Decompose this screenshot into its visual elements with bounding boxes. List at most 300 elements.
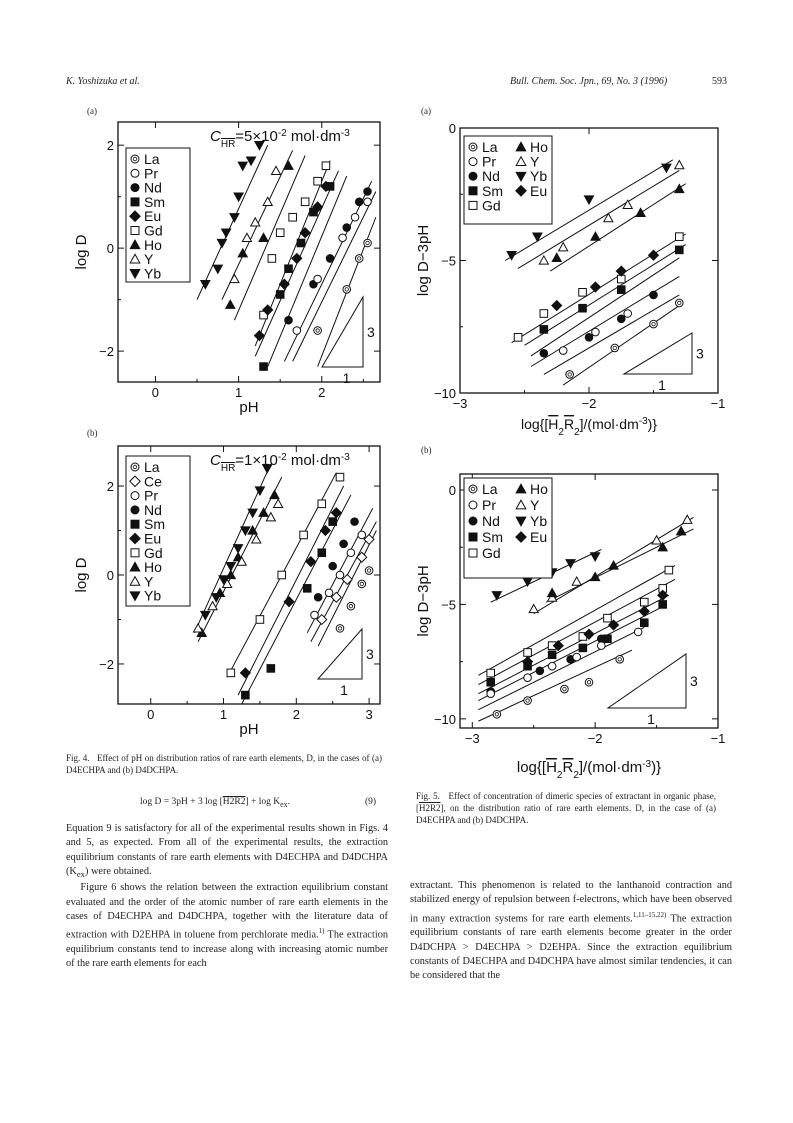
fig5b-point-y: [529, 604, 538, 612]
fig4b-point-sm: [329, 518, 337, 526]
fig4a-point-yb: [234, 193, 243, 201]
fig4a-legend-label: Pr: [144, 165, 158, 182]
fig4a-xtick-label: 1: [234, 385, 243, 400]
fig5a-legend-label: Nd: [482, 168, 500, 185]
fig4b-legend-marker: [131, 549, 139, 557]
right-paragraph-1-ref: 1,11–15,22): [632, 910, 667, 919]
fig4a-panel-label: (a): [87, 106, 97, 116]
fig5-caption-dimer-symbol: H2R2: [419, 803, 441, 813]
fig5b-point-gd: [487, 669, 495, 677]
fig4b-point-la-ring: [358, 580, 366, 588]
fig4b-plot: [40, 436, 385, 736]
fig5a-point-eu: [591, 282, 601, 292]
fig5b-plot: [412, 462, 742, 782]
fig4b-ytick-label: 0: [106, 568, 114, 583]
equation-end: .: [287, 797, 290, 807]
fig4b-point-eu: [284, 597, 294, 607]
fig5a-point-y: [623, 200, 632, 208]
fig4a-run-label: 1: [342, 370, 351, 386]
fig4b-legend-label: Pr: [144, 487, 158, 504]
fig5b-point-pr: [573, 653, 581, 661]
equation-9: [140, 797, 290, 809]
fig5a-xlabel-part: )}: [647, 416, 657, 432]
fig5b-point-pr: [487, 690, 495, 698]
fig4a-point-nd: [343, 224, 351, 232]
fig5b-legend-label: Pr: [482, 497, 496, 513]
fig5b-fit-line: [478, 579, 675, 684]
fig4b-slope-triangle: [318, 629, 362, 679]
fig5b-point-nd: [536, 667, 544, 675]
fig5b-panel-label: (b): [421, 445, 432, 455]
fig5a-xtick-label: −1: [710, 396, 726, 411]
fig4b-legend-label: Yb: [144, 587, 162, 604]
fig4b-point-eu: [320, 526, 330, 536]
fig4b-legend-marker: [131, 506, 139, 514]
fig4a-point-gd: [289, 213, 297, 221]
fig5a-ytick-label: −5: [441, 253, 456, 269]
equation-number: (9): [365, 797, 377, 807]
fig4b-point-y: [252, 535, 261, 543]
fig4a-legend-label: Eu: [144, 208, 162, 225]
fig4b-conc-part: mol·dm: [286, 452, 341, 469]
fig5a-xlabel-part: 2: [574, 426, 580, 438]
fig4b-point-sm: [303, 585, 311, 593]
left-paragraph-1-text: Equation 9 is satisfactory for all of the experimental results shown in Figs. 4 and 5, as expected. From all of the experimental results, the extraction equilibrium constants of rare earth elements with D4ECHPA and D4DCHPA (K: [66, 823, 388, 877]
fig5a-xlabel-part: -3: [638, 415, 648, 427]
fig4a-legend-marker: [131, 198, 139, 206]
fig4b-legend-marker: [131, 463, 139, 471]
fig4a-series-gd: [260, 162, 330, 319]
fig4a-legend-marker-ring: [131, 155, 139, 163]
fig5b-point-pr: [634, 628, 642, 636]
fig5a-point-y: [604, 214, 613, 222]
fig4b-conc-part: -2: [277, 451, 287, 463]
equation-dimer-symbol: H2R2: [222, 797, 246, 807]
fig4a-point-la-ring: [314, 327, 322, 335]
fig4-caption: [66, 752, 382, 776]
fig4a-point-y: [230, 274, 239, 282]
fig4b-point-la-ring: [365, 567, 373, 575]
fig5b-point-sm: [640, 619, 648, 627]
fig4a-legend-label: Sm: [144, 193, 165, 210]
fig5a-point-eu: [552, 301, 562, 311]
fig4b-point-yb: [248, 509, 257, 517]
fig4a-point-y: [271, 166, 280, 174]
fig5b-xlabel: [517, 759, 661, 781]
fig5a-point-ho: [636, 208, 645, 216]
fig5b-xtick-label: −1: [710, 731, 726, 746]
fig4b-point-y: [193, 624, 202, 632]
fig5a-series-ho: [552, 184, 684, 261]
fig5a-legend-marker: [469, 158, 477, 166]
fig5b-legend-marker: [469, 485, 477, 493]
fig4b-xtick-label: 1: [219, 707, 228, 722]
fig5b-point-la-ring: [524, 697, 532, 705]
fig5a-run-label: 1: [658, 377, 666, 393]
fig5a-slope-triangle: [624, 333, 692, 374]
fig5-caption-text-before: Effect of concentration of dimeric species of extractant in organic phase, [: [416, 791, 717, 813]
fig4b-point-eu: [240, 668, 250, 678]
fig4a-point-pr: [351, 213, 359, 221]
fig4a-point-gd: [314, 177, 322, 185]
fig4a-legend-label: Ho: [144, 236, 162, 253]
fig5a-point-gd: [579, 289, 587, 297]
fig4a-point-yb: [230, 214, 239, 222]
fig4b-legend-label: Ce: [144, 473, 162, 490]
fig4a-legend-marker: [131, 184, 139, 192]
fig4a-legend-marker: [131, 169, 139, 177]
fig5a-legend-label: Yb: [530, 168, 548, 185]
fig4a-point-yb: [238, 162, 247, 170]
fig5a-legend-label: Pr: [482, 153, 496, 170]
fig5b-legend-label: Gd: [482, 545, 501, 561]
fig5b-point-yb: [566, 560, 575, 568]
fig4b-ytick-label: −2: [99, 656, 114, 672]
fig5b-legend-marker-ring: [469, 485, 477, 493]
fig5b-point-la: [616, 656, 624, 664]
fig4b-point-gd: [300, 531, 308, 539]
fig4a-point-pr: [339, 234, 347, 242]
fig5b-point-yb: [591, 553, 600, 561]
fig5a-legend-label: Ho: [530, 139, 548, 155]
fig4a-conc-part: HR: [220, 138, 236, 150]
right-column: [410, 879, 732, 984]
fig5b-point-sm: [524, 662, 532, 670]
fig4a-point-pr: [293, 327, 301, 335]
fig4a-series-pr: [293, 198, 371, 334]
fig5b-point-sm: [579, 644, 587, 652]
fig4b-legend: [126, 456, 190, 606]
fig4a-legend-label: La: [144, 151, 160, 167]
fig4b-legend-label: Sm: [144, 516, 165, 533]
fig5b-point-ho: [677, 527, 686, 535]
fig5b-legend-marker: [469, 501, 477, 509]
fig4b-point-gd: [318, 500, 326, 508]
fig5b-legend-marker: [469, 549, 477, 557]
fig5b-ytick-label: −10: [433, 711, 456, 727]
fig4a-ytick-label: 2: [106, 138, 114, 154]
fig5a-legend-marker: [469, 201, 477, 209]
fig5a-point-y: [675, 161, 684, 169]
fig5b-xlabel-part: R: [562, 759, 574, 776]
fig5a-point-la: [566, 371, 574, 379]
fig4b-point-gd: [278, 571, 286, 579]
fig5-caption-text-after: ], on the distribution ratio of rare earth elements. D, in the case of (a) D4ECHPA and (b) D4DCHPA.: [416, 803, 716, 825]
fig4b-xlabel: pH: [239, 721, 259, 738]
fig5a-ylabel: log D−3pH: [415, 224, 432, 297]
fig4b-point-la-ring: [336, 625, 344, 633]
fig5b-point-ho: [609, 561, 618, 569]
fig5a-legend-label: Eu: [530, 182, 548, 199]
right-paragraph-1-end: The extraction equilibrium constants of rare earth elements become greater in the order D4DCHPA > D4ECHPA > D2EHPA. Since the extraction equilibrium constants of D4ECHPA and D4DCHPA have almost similar tendencies, it can be considered that the: [410, 913, 732, 982]
left-paragraph-2-text: Figure 6 shows the relation between the extraction equilibrium constant evaluated and the order of the atomic number of rare earth elements in the cases of D4ECHPA and D4DCHPA, together with the literature data of extraction with D2EHPA in toluene from perchlorate media.: [66, 882, 388, 941]
fig5a-point-sm: [676, 246, 684, 254]
fig4a-series-yb: [201, 142, 264, 289]
fig4b-point-ho: [270, 490, 279, 498]
fig5b-legend-label: Yb: [530, 513, 548, 529]
fig4a-conc-part: mol·dm: [286, 128, 341, 145]
fig5a-xlabel-part: 2: [558, 426, 564, 438]
fig5a-point-sm: [540, 326, 548, 334]
fig5a-xtick-label: −2: [581, 396, 597, 411]
fig4a-point-la: [355, 255, 363, 263]
fig4a-point-ho: [226, 300, 235, 308]
fig5a-point-yb: [662, 164, 671, 172]
fig5a-ytick-label: 0: [448, 121, 456, 136]
fig5a-point-pr: [624, 310, 632, 318]
fig4a-point-sm: [260, 363, 268, 371]
fig5b-xlabel-part: H: [546, 759, 557, 776]
fig4a-series-y: [230, 166, 281, 282]
equation-lhs: log D = 3pH + 3 log [: [140, 797, 223, 807]
right-paragraph-1-text: extractant. This phenomenon is related to the lanthanoid contraction and stabilized energy of repulsion between f-electrons, which have been observed in many extraction systems for rare earth elements.: [410, 880, 732, 925]
fig4a-point-la-ring: [343, 286, 351, 294]
fig5b-legend-marker: [469, 517, 477, 525]
equation-rhs: ] + log K: [245, 797, 281, 807]
fig5a-point-la-ring: [650, 320, 658, 328]
fig5b-point-sm: [659, 601, 667, 609]
fig5b-fit-line: [478, 650, 632, 721]
fig4a-point-nd: [285, 316, 293, 324]
fig4a-ylabel: log D: [73, 234, 90, 270]
fig5a-point-la: [611, 344, 619, 352]
fig4b-point-la-ring: [347, 602, 355, 610]
fig4b-point-sm: [318, 549, 326, 557]
fig4a-point-la-ring: [355, 255, 363, 263]
fig5b-point-ho: [548, 588, 557, 596]
fig5a-point-sm: [617, 286, 625, 294]
fig5b-fit-line: [478, 607, 662, 701]
fig4b-point-ho: [259, 508, 268, 516]
fig5b-xlabel-part: log{[: [516, 759, 547, 776]
equation-sub: ex: [280, 799, 288, 809]
fig4b-xtick-label: 0: [147, 707, 155, 722]
left-column: [66, 822, 388, 971]
fig5a-legend-marker: [469, 187, 477, 195]
fig4b-point-sm: [242, 691, 250, 699]
fig4b-point-nd: [329, 562, 337, 570]
fig4b-point-y: [208, 602, 217, 610]
fig5a-point-pr: [592, 328, 600, 336]
fig4a-plot: [40, 112, 385, 422]
fig5b-legend-label: Y: [530, 497, 540, 513]
fig5a-point-la: [650, 320, 658, 328]
fig5a-fit-line: [525, 245, 686, 346]
fig5a-point-y: [539, 256, 548, 264]
fig4a-point-eu: [279, 279, 289, 289]
fig4a-point-sm: [285, 265, 293, 273]
fig5b-point-la-ring: [561, 685, 569, 693]
fig4b-xtick-label: 3: [365, 707, 373, 722]
fig4a-conc-part: -2: [277, 127, 287, 139]
fig5b-series-la: [493, 656, 623, 719]
fig4b-panel-label: (b): [87, 428, 98, 438]
fig5a-legend-marker: [469, 172, 477, 180]
fig4b-legend-label: Eu: [144, 530, 162, 547]
fig4a-point-la-ring: [364, 239, 372, 247]
fig5b-point-la-ring: [585, 678, 593, 686]
fig5a-point-ho: [552, 253, 561, 261]
left-paragraph-1: [66, 822, 388, 881]
fig5b-point-yb: [523, 578, 532, 586]
fig4a-legend-label: Nd: [144, 179, 162, 196]
fig4a-point-y: [263, 197, 272, 205]
fig5a-plot: [412, 118, 742, 440]
fig4b-point-la: [365, 567, 373, 575]
fig5b-ylabel: log D−3pH: [415, 565, 432, 637]
fig4a-point-nd: [355, 198, 363, 206]
fig5b-chart: [412, 462, 742, 782]
fig4a-point-yb: [222, 229, 231, 237]
fig4a-conc-part: -3: [340, 127, 350, 139]
fig5b-point-la: [585, 678, 593, 686]
fig4b-point-pr: [347, 549, 355, 557]
fig5a-point-nd: [617, 315, 625, 323]
fig4a-point-sm: [326, 183, 334, 191]
fig4a-conc-label: [210, 128, 350, 150]
fig5b-legend-label: La: [482, 481, 498, 497]
fig5b-point-gd: [604, 614, 612, 622]
fig5b-xlabel-part: 2: [556, 769, 563, 781]
fig4b-point-y: [274, 499, 283, 507]
fig4b-chart: [40, 436, 385, 736]
fig5a-point-pr: [559, 347, 567, 355]
fig5a-legend-label: Y: [530, 153, 540, 170]
fig4a-point-yb: [213, 265, 222, 273]
fig4b-legend-marker-ring: [131, 463, 139, 471]
fig5a-point-nd: [540, 349, 548, 357]
page-number: 593: [712, 76, 727, 87]
left-paragraph-2-ref: 1): [318, 927, 325, 936]
fig4a-conc-part: C: [210, 128, 221, 145]
fig5b-slope-label: 3: [690, 673, 698, 689]
fig4a-slope-label: 3: [367, 324, 375, 340]
fig4b-point-la: [347, 602, 355, 610]
fig4a-point-gd: [322, 162, 330, 170]
fig5b-point-la-ring: [493, 710, 501, 718]
fig5b-point-gd: [640, 598, 648, 606]
fig4a-point-pr: [314, 275, 322, 283]
fig5a-legend-marker-ring: [469, 143, 477, 151]
fig5b-ytick-label: −5: [441, 597, 456, 613]
fig4b-conc-part: HR: [220, 462, 236, 474]
fig5a-legend-label: Sm: [482, 182, 503, 199]
fig4b-point-la: [336, 625, 344, 633]
fig5b-legend-marker: [469, 533, 477, 541]
fig4b-ylabel: log D: [73, 557, 90, 593]
fig5b-point-gd: [524, 649, 532, 657]
fig4b-conc-label: [210, 452, 350, 474]
fig5b-legend-label: Sm: [482, 529, 503, 545]
fig5b-ytick-label: 0: [448, 483, 456, 499]
fig4b-conc-part: C: [210, 452, 221, 469]
fig5a-point-gd: [676, 233, 684, 241]
fig4b-point-gd: [256, 616, 264, 624]
fig5a-point-yb: [584, 196, 593, 204]
fig4b-run-label: 1: [340, 682, 348, 698]
fig5b-legend: [464, 478, 552, 578]
left-paragraph-2-end: The extraction equilibrium constants tend to increase along with increasing atomic number of the rare earth elements for each: [66, 929, 388, 970]
fig5a-xlabel-part: log{[: [521, 416, 549, 432]
fig5a-point-gd: [540, 310, 548, 318]
fig4a-point-pr: [364, 198, 372, 206]
fig4a-point-gd: [276, 229, 284, 237]
fig5a-panel-label: (a): [421, 106, 431, 116]
fig4a-point-sm: [297, 239, 305, 247]
fig5a-legend: [464, 136, 552, 224]
fig5b-point-la: [524, 697, 532, 705]
fig5b-legend-label: Nd: [482, 513, 500, 529]
fig4a-chart: [40, 112, 385, 422]
fig5a-xlabel-part: R: [563, 416, 575, 432]
fig5a-point-sm: [579, 304, 587, 312]
fig5b-point-y: [572, 577, 581, 585]
right-paragraph-1: [410, 879, 732, 984]
fig4b-point-pr: [358, 531, 366, 539]
fig5a-legend-label: La: [482, 139, 498, 155]
fig4b-legend-marker: [131, 520, 139, 528]
fig4a-ytick-label: −2: [99, 344, 114, 360]
fig4a-point-y: [242, 233, 251, 241]
fig5b-point-la: [493, 710, 501, 718]
fig5b-xlabel-part: 2: [573, 769, 579, 781]
fig4a-point-nd: [364, 188, 372, 196]
left-paragraph-1-end: ) were obtained.: [84, 865, 152, 877]
fig4a-point-sm: [310, 208, 318, 216]
fig5a-fit-line: [550, 184, 685, 271]
fig5b-point-y: [652, 536, 661, 544]
fig5a-xlabel: [521, 416, 657, 438]
fig5b-xtick-label: −3: [464, 731, 480, 746]
fig4a-point-sm: [276, 291, 284, 299]
fig4a-point-la: [314, 327, 322, 335]
fig5a-xlabel-part: ]/(mol·dm: [579, 416, 639, 432]
fig5a-fit-line: [531, 276, 679, 366]
fig4b-series-gd: [227, 473, 344, 676]
fig4b-legend-label: La: [144, 459, 160, 475]
fig4b-slope-label: 3: [366, 646, 374, 662]
fig4a-point-gd: [301, 198, 309, 206]
running-header-journal: Bull. Chem. Soc. Jpn., 69, No. 3 (1996): [510, 76, 668, 87]
fig5b-point-la: [561, 685, 569, 693]
fig5b-xtick-label: −2: [587, 731, 603, 746]
fig5a-point-la-ring: [676, 299, 684, 307]
fig4b-point-sm: [267, 665, 275, 673]
fig5b-series-y: [529, 515, 692, 612]
fig5a-fit-line: [544, 295, 679, 375]
fig4b-legend-label: Y: [144, 573, 154, 590]
fig4b-point-nd: [351, 518, 359, 526]
fig4a-series-sm: [260, 183, 334, 371]
fig5b-legend-label: Eu: [530, 529, 548, 545]
fig5a-legend-marker: [469, 143, 477, 151]
fig5b-legend-label: Ho: [530, 481, 548, 497]
fig4b-ytick-label: 2: [106, 479, 114, 495]
fig4b-legend-label: Ho: [144, 559, 162, 576]
fig4a-ytick-label: 0: [106, 241, 114, 257]
left-paragraph-2: [66, 881, 388, 971]
fig4a-legend-label: Y: [144, 251, 154, 268]
fig5-caption: [416, 790, 716, 826]
fig5b-point-sm: [548, 651, 556, 659]
fig5a-point-nd: [650, 291, 658, 299]
fig4b-point-nd: [340, 540, 348, 548]
fig4a-point-la: [343, 286, 351, 294]
fig4a-xtick-label: 0: [151, 385, 160, 400]
left-paragraph-1-sub: ex: [76, 868, 85, 879]
fig4a-slope-triangle: [322, 297, 363, 367]
fig5b-xlabel-part: ]/(mol·dm: [578, 759, 643, 776]
